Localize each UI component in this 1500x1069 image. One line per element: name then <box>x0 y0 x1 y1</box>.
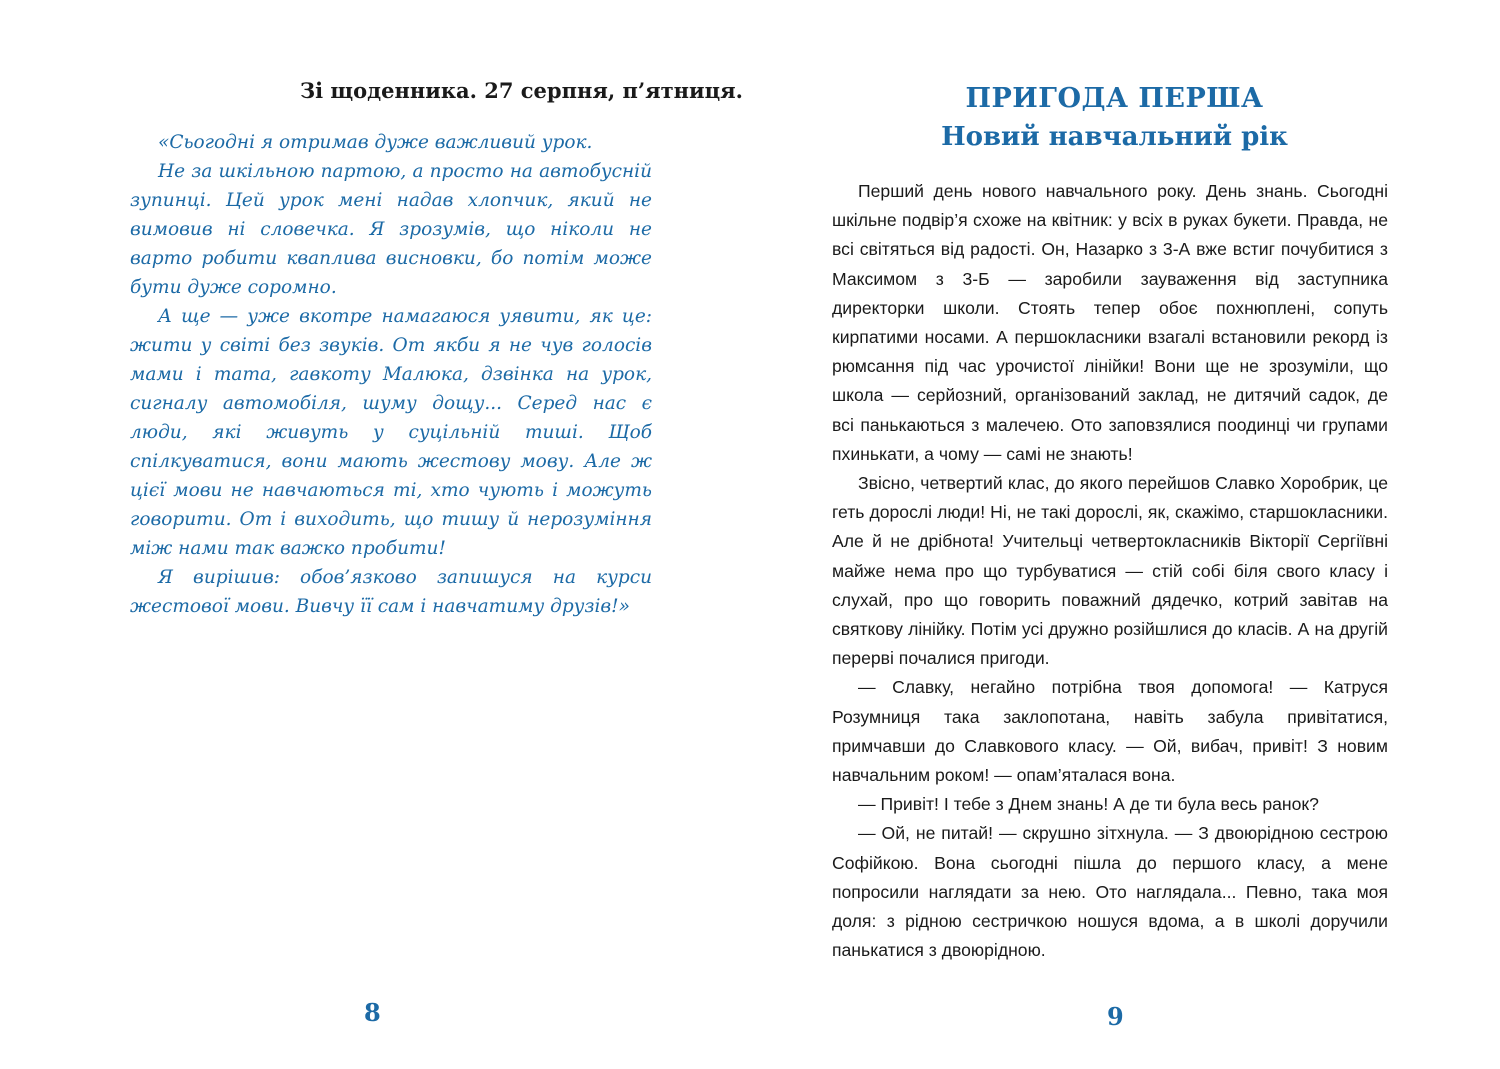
diary-heading: Зі щоденника. 27 серпня, п’ятниця. <box>300 78 743 103</box>
diary-paragraph: «Сьогодні я отримав дуже важливий урок. <box>158 132 593 153</box>
body-paragraph: — Ой, не питай! — скрушно зітхнула. — З двоюрідною сестрою Софійкою. Вона сьогодні пішла до першого класу, а мене попросили наглядати за нею. Ото наглядала... Певно, така моя доля: з рідною сестричкою ношуся вдома, а в школі доручили панькатися з двоюрідною. <box>832 823 1388 961</box>
diary-paragraph: А ще — уже вкотре намагаюся уявити, як це: жити у світі без звуків. От якби я не чув голосів мами і тата, гавкоту Малюка, дзвінка на урок, сигналу автомобіля, шуму дощу... Серед нас є люди, які живуть у суцільній тиші. Щоб спілкуватися, вони мають жестову мову. Але ж цієї мови не навчаються ті, хто чують і можуть говорити. От і виходить, що тишу й нерозуміння між нами так важко пробити! <box>130 306 652 559</box>
diary-paragraph: Я вирішив: обов’язково запишуся на курси жестової мови. Вивчу її сам і навчатиму друзів!» <box>130 567 652 617</box>
chapter-subtitle: Новий навчальний рік <box>941 122 1288 152</box>
page-number-left: 8 <box>364 998 381 1027</box>
body-paragraph: — Привіт! І тебе з Днем знань! А де ти була весь ранок? <box>858 794 1319 815</box>
diary-paragraph: Не за шкільною партою, а просто на автобусній зупинці. Цей урок мені надав хлопчик, який не вимовив ні словечка. Я зрозумів, що ніколи не варто робити кваплива висновки, бо потім може бути дуже соромно. <box>130 161 652 298</box>
chapter-body <box>832 177 1388 965</box>
body-paragraph: — Славку, негайно потрібна твоя допомога! — Катруся Розумниця така заклопотана, навіть забула привітатися, примчавши до Славкового класу. — Ой, вибач, привіт! З новим навчальним роком! — опам’яталася вона. <box>832 677 1388 786</box>
page-number-right: 9 <box>1107 1002 1124 1031</box>
chapter-title: ПРИГОДА ПЕРША <box>965 83 1264 114</box>
diary-entry <box>130 128 652 621</box>
body-paragraph: Звісно, четвертий клас, до якого перейшов Славко Хоробрик, це геть дорослі люди! Ні, не такі дорослі, як, скажімо, старшокласники. Але й не дрібнота! Учительці четвертокласників Вікторії Сергіївні майже нема про що турбуватися — стій собі біля свого класу і слухай, про що говорить поважний дядечко, котрий завітав на святкову лінійку. Потім усі дружно розійшлися до класів. А на другій перерві почалися пригоди. <box>832 473 1388 669</box>
body-paragraph: Перший день нового навчального року. День знань. Сьогодні шкільне подвір’я схоже на квітник: у всіх в руках букети. Правда, не всі світяться від радості. Он, Назарко з 3-А вже встиг почубитися з Максимом з 3-Б — заробили зауваження від заступника директорки школи. Стоять тепер обоє похнюплені, сопуть кирпатими носами. А першокласники взагалі встановили рекорд із рюмсання під час урочистої лінійки! Вони ще не зрозуміли, що школа — серйозний, організований заклад, не дитячий садок, де всі панькаються з малечею. Ото заповзялися поодинці чи групами пхинькати, а чому — самі не знають! <box>832 181 1388 464</box>
